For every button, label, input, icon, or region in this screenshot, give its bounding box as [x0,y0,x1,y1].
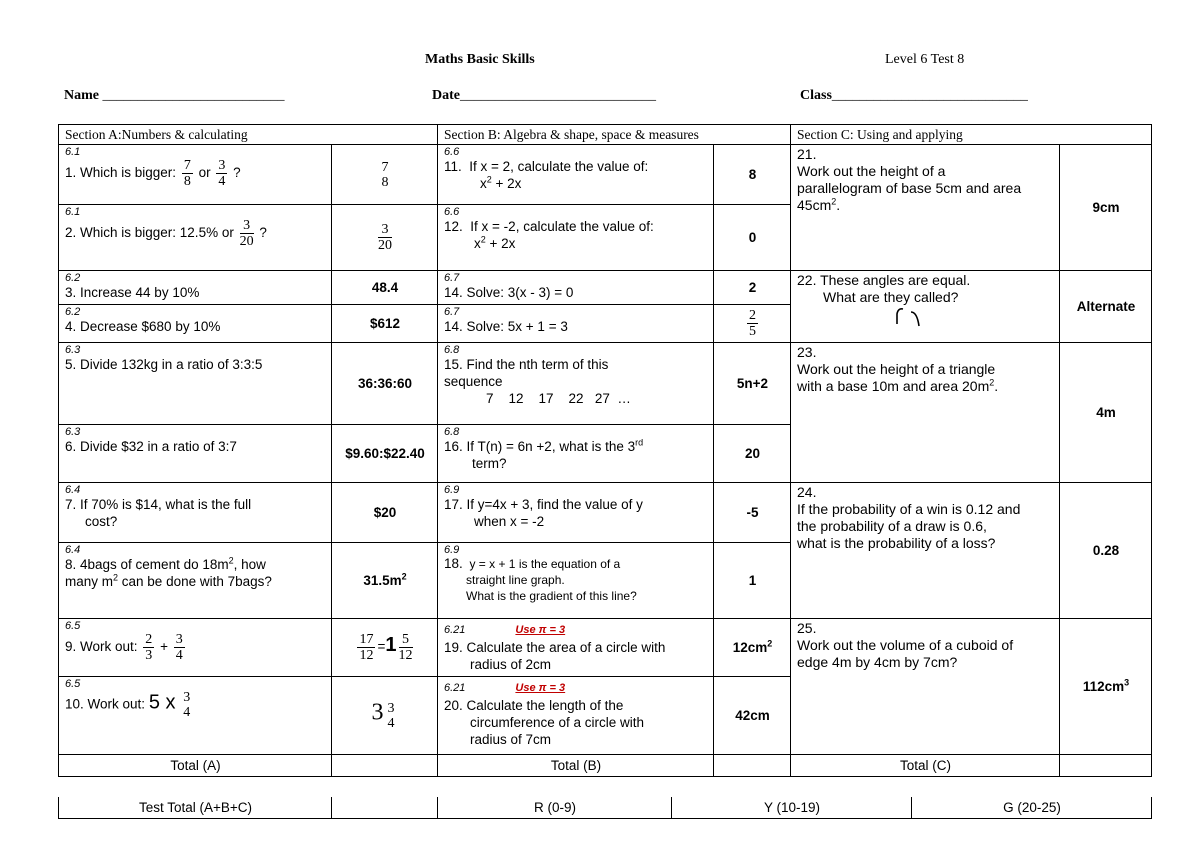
question-3: 6.2 3. Increase 44 by 10% [59,271,332,305]
test-table [58,124,1152,777]
grade-yellow: Y (10-19) [672,797,912,819]
test-total-label: Test Total (A+B+C) [59,797,332,819]
answer-7[interactable]: $20 [332,483,438,543]
answer-21[interactable]: 9cm [1060,145,1152,271]
test-total-cell[interactable] [332,797,438,819]
answer-15[interactable]: 5n+2 [714,343,791,425]
question-10: 6.5 10. Work out: 5 x 3 4 [59,677,332,755]
question-7: 6.4 7. If 70% is $14, what is the full cost? [59,483,332,543]
question-20: 6.21 Use π = 3 20. Calculate the length of the circumference of a circle with radius of 7cm [438,677,714,755]
fraction: $\frac{3}{20}$ [378,222,392,253]
answer-23[interactable]: 4m [1060,343,1152,483]
total-c-label: Total (C) [791,755,1060,777]
fraction: $\frac{5}{12}$ [398,632,413,663]
answer-18[interactable]: 1 [714,543,791,619]
answer-3[interactable]: 48.4 [332,271,438,305]
answer-2[interactable] [332,205,438,271]
grade-red: R (0-9) [438,797,672,819]
section-c-header: Section C: Using and applying [791,125,1152,145]
class-label: Class [800,88,832,103]
angle-diagram-icon [887,306,947,328]
question-24: 24. If the probability of a win is 0.12 and the probability of a draw is 0.6, what is the probability of a loss? [791,483,1060,619]
question-16: 6.8 16. If T(n) = 6n +2, what is the 3rd term? [438,425,714,483]
question-6: 6.3 6. Divide $32 in a ratio of 3:7 [59,425,332,483]
pi-note: Use π = 3 [515,624,566,636]
fraction: $\frac{3}{20}$ [239,218,254,249]
section-b-header: Section B: Algebra & shape, space & measures [438,125,791,145]
total-c-cell[interactable] [1060,755,1152,777]
fraction: $\frac{3}{4}$ [218,158,226,189]
answer-9[interactable]: $\frac{17}{12}$ =1 $\frac{5}{12}$ [332,619,438,677]
class-field[interactable] [800,88,1028,104]
fraction: $\frac{2}{3}$ [145,632,153,663]
answer-6[interactable]: $9.60:$22.40 [332,425,438,483]
question-code: 6.1 [65,146,81,158]
fraction: $\frac{7}{8}$ [183,158,191,189]
fraction: $\frac{2}{5}$ [749,308,756,339]
question-11: 6.6 11. If x = 2, calculate the value of: $x^2 + 2x$ [438,145,714,205]
section-a-header: Section A:Numbers & calculating [59,125,438,145]
question-text: 1. Which is bigger: [65,165,177,181]
question-23: 23. Work out the height of a triangle with a base 10m and area $20m^2$. [791,343,1060,483]
answer-14a[interactable]: 2 [714,271,791,305]
date-label: Date [432,88,460,103]
question-14b: 6.7 14. Solve: 5x + 1 = 3 [438,305,714,343]
total-a-label: Total (A) [59,755,332,777]
name-field[interactable] [64,88,285,104]
answer-14b[interactable] [714,305,791,343]
answer-1[interactable] [332,145,438,205]
pi-note: Use π = 3 [515,682,566,694]
question-text: or [198,165,211,181]
date-field[interactable] [432,88,656,104]
question-9: 6.5 9. Work out: $\frac{2}{3}$ + $\frac{3}{4}$ [59,619,332,677]
fraction: $\frac{3}{4}$ [175,632,183,663]
question-8: 6.4 8. 4bags of cement do $18m^2$, how many $m^2$ can be done with 7bags? [59,543,332,619]
question-18: 6.9 18. y = x + 1 is the equation of a straight line graph. What is the gradient of this line? [438,543,714,619]
test-level: Level 6 Test 8 [885,52,965,67]
answer-10[interactable]: 3 3 4 [332,677,438,755]
fraction: $\frac{17}{12}$ [359,632,374,663]
question-2: 6.1 2. Which is bigger: 12.5% or $\frac{3}{20}$ ? [59,205,332,271]
name-line[interactable]: __________________________ [102,88,285,103]
question-17: 6.9 17. If y=4x + 3, find the value of y when x = -2 [438,483,714,543]
total-a-cell[interactable] [332,755,438,777]
question-19: 6.21 Use π = 3 19. Calculate the area of a circle with radius of 2cm [438,619,714,677]
question-5: 6.3 5. Divide 132kg in a ratio of 3:3:5 [59,343,332,425]
question-12: 6.6 12. If x = -2, calculate the value of: $x^2 + 2x$ [438,205,714,271]
answer-25[interactable]: $112cm^3$ [1060,619,1152,755]
class-line[interactable]: ____________________________ [831,88,1028,103]
total-b-label: Total (B) [438,755,714,777]
answer-5[interactable]: 36:36:60 [332,343,438,425]
grade-table [58,797,1152,819]
question-1: 6.1 1. Which is bigger: $\frac{7}{8}$ or $\frac{3}{4}$ ? [59,145,332,205]
answer-17[interactable]: -5 [714,483,791,543]
question-25: 25. Work out the volume of a cuboid of edge 4m by 4cm by 7cm? [791,619,1060,755]
answer-22[interactable]: Alternate [1060,271,1152,343]
question-21: 21. Work out the height of a parallelogram of base 5cm and area $45cm^2$. [791,145,1060,271]
question-14a: 6.7 14. Solve: 3(x - 3) = 0 [438,271,714,305]
date-line[interactable]: ____________________________ [460,88,656,103]
fraction: 3 4 [387,700,395,731]
answer-20[interactable]: 42cm [714,677,791,755]
question-22: 22. These angles are equal. What are they called? [791,271,1060,343]
answer-19[interactable]: $12cm^2$ [714,619,791,677]
answer-4[interactable]: $612 [332,305,438,343]
grade-green: G (20-25) [912,797,1152,819]
answer-12[interactable]: 0 [714,205,791,271]
total-b-cell[interactable] [714,755,791,777]
question-15: 6.8 15. Find the nth term of this sequence 7 12 17 22 27 … [438,343,714,425]
answer-24[interactable]: 0.28 [1060,483,1152,619]
fraction: 7 8 [381,159,389,190]
name-label: Name [64,88,99,103]
page-title: Maths Basic Skills [425,52,535,67]
question-4: 6.2 4. Decrease $680 by 10% [59,305,332,343]
answer-8[interactable]: $31.5m^2$ [332,543,438,619]
answer-11[interactable]: 8 [714,145,791,205]
fraction: 3 4 [183,690,191,720]
answer-16[interactable]: 20 [714,425,791,483]
